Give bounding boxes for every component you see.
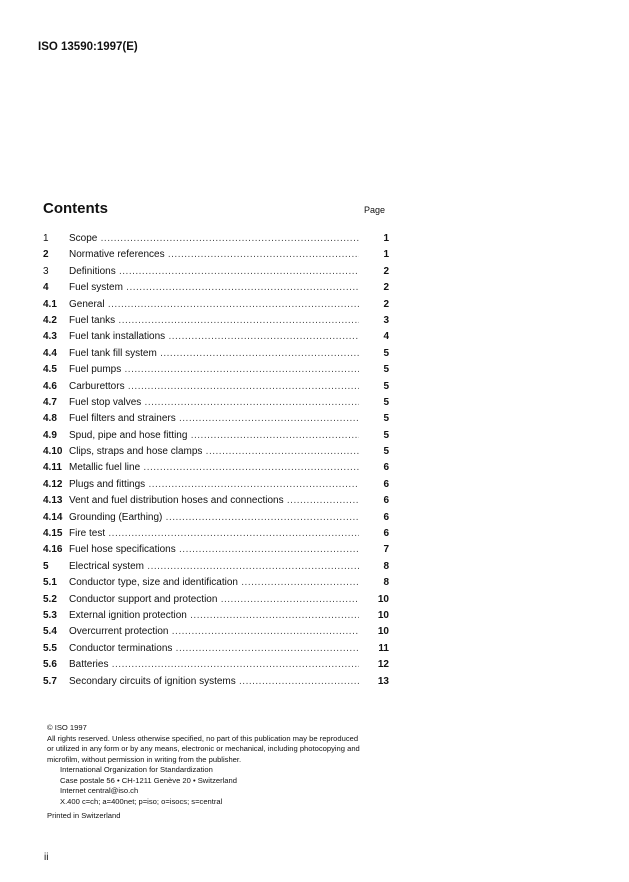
toc-entry-page: 5	[363, 380, 389, 394]
copyright-notice: © ISO 1997	[47, 723, 87, 732]
toc-entry-number: 4.14	[43, 511, 63, 523]
toc-entry-page: 12	[363, 658, 389, 672]
organization-name: International Organization for Standardization	[60, 765, 213, 774]
toc-entry-page: 2	[363, 281, 389, 295]
toc-entry-number: 4.4	[43, 347, 57, 359]
toc-entry-number: 4.2	[43, 314, 57, 326]
toc-entry-page: 10	[363, 609, 389, 623]
toc-entry-title: Fire test .....	[69, 527, 359, 541]
toc-entry-title: Definitions .....	[69, 265, 359, 279]
toc-entry	[43, 412, 389, 428]
toc-entry-page: 3	[363, 314, 389, 328]
toc-entry-page: 10	[363, 625, 389, 639]
toc-entry-number: 4.6	[43, 380, 57, 392]
toc-entry-title: Fuel stop valves .....	[69, 396, 359, 410]
page-column-label: Page	[364, 205, 386, 215]
toc-entry-number: 4.12	[43, 478, 63, 490]
toc-entry-title: Plugs and fittings .....	[69, 478, 359, 492]
toc-entry-page: 13	[363, 675, 389, 689]
toc-entry-number: 2	[43, 249, 49, 261]
toc-entry-title: Secondary circuits of ignition systems .....	[69, 675, 359, 689]
toc-entry-page: 8	[363, 560, 389, 574]
toc-entry	[43, 363, 389, 379]
toc-entry-title: General .....	[69, 298, 359, 312]
toc-entry-page: 1	[363, 248, 389, 262]
toc-entry-page: 5	[363, 412, 389, 426]
toc-entry-title: Conductor terminations .....	[69, 642, 359, 656]
toc-entry-title: Conductor type, size and identification .....	[69, 576, 359, 590]
toc-entry	[43, 576, 389, 592]
toc-entry-number: 4.10	[43, 446, 63, 458]
toc-entry-title: Metallic fuel line .....	[69, 461, 359, 475]
toc-entry-page: 5	[363, 429, 389, 443]
toc-entry-number: 4.3	[43, 331, 57, 343]
toc-entry	[43, 265, 389, 281]
toc-entry	[43, 461, 389, 477]
rights-line-3: microfilm, without permission in writing from the publisher.	[47, 754, 242, 764]
toc-entry	[43, 593, 389, 609]
toc-entry-page: 2	[363, 298, 389, 312]
toc-entry-number: 5.5	[43, 642, 57, 654]
toc-entry-page: 5	[363, 363, 389, 377]
toc-entry-number: 5	[43, 560, 49, 572]
toc-entry	[43, 396, 389, 412]
toc-entry-number: 5.6	[43, 659, 57, 671]
toc-entry-title: Normative references .....	[69, 248, 359, 262]
toc-entry-title: External ignition protection .....	[69, 609, 359, 623]
toc-entry-page: 5	[363, 445, 389, 459]
toc-entry	[43, 248, 389, 264]
toc-entry-page: 6	[363, 461, 389, 475]
toc-entry-title: Fuel pumps .....	[69, 363, 359, 377]
toc-entry	[43, 380, 389, 396]
toc-entry-page: 5	[363, 347, 389, 361]
toc-entry	[43, 511, 389, 527]
toc-entry-title: Electrical system .....	[69, 560, 359, 574]
toc-entry-title: Fuel hose specifications .....	[69, 543, 359, 557]
table-of-contents	[43, 232, 389, 691]
toc-entry	[43, 232, 389, 248]
x400-address: X.400 c=ch; a=400net; p=iso; o=isocs; s=central	[60, 796, 223, 806]
toc-entry-title: Batteries .....	[69, 658, 359, 672]
toc-entry	[43, 478, 389, 494]
toc-entry-title: Overcurrent protection .....	[69, 625, 359, 639]
postal-address: Case postale 56 • CH-1211 Genève 20 • Switzerland	[60, 775, 237, 785]
toc-entry-number: 4.16	[43, 544, 63, 556]
toc-entry-number: 5.7	[43, 675, 57, 687]
toc-entry-title: Grounding (Earthing) .....	[69, 511, 359, 525]
toc-entry-title: Fuel tank fill system .....	[69, 347, 359, 361]
toc-entry-page: 5	[363, 396, 389, 410]
toc-entry	[43, 675, 389, 691]
page-number: ii	[44, 852, 49, 863]
rights-line-1: All rights reserved. Unless otherwise specified, no part of this publication may be reproduced	[47, 733, 359, 743]
toc-entry-number: 4.13	[43, 495, 63, 507]
toc-entry-title: Scope .....	[69, 232, 359, 246]
toc-entry-title: Conductor support and protection .....	[69, 593, 359, 607]
toc-entry	[43, 625, 389, 641]
toc-entry	[43, 527, 389, 543]
toc-entry-title: Fuel system .....	[69, 281, 359, 295]
toc-entry-title: Spud, pipe and hose fitting .....	[69, 429, 359, 443]
toc-entry	[43, 658, 389, 674]
toc-entry	[43, 609, 389, 625]
toc-entry-page: 2	[363, 265, 389, 279]
toc-entry-page: 4	[363, 330, 389, 344]
toc-entry	[43, 543, 389, 559]
toc-entry	[43, 445, 389, 461]
toc-entry-page: 6	[363, 494, 389, 508]
toc-entry-title: Carburettors .....	[69, 380, 359, 394]
toc-entry-number: 4	[43, 282, 49, 294]
toc-entry-page: 6	[363, 478, 389, 492]
toc-entry-number: 4.5	[43, 364, 57, 376]
toc-entry	[43, 560, 389, 576]
toc-entry-number: 4.8	[43, 413, 57, 425]
toc-entry	[43, 494, 389, 510]
contents-heading: Contents	[43, 200, 108, 217]
toc-entry-number: 4.11	[43, 462, 62, 474]
toc-entry-page: 7	[363, 543, 389, 557]
toc-entry	[43, 642, 389, 658]
printed-in: Printed in Switzerland	[47, 811, 121, 820]
toc-entry-number: 4.9	[43, 429, 57, 441]
toc-entry-title: Fuel tank installations .....	[69, 330, 359, 344]
copyright-block	[47, 723, 397, 822]
toc-entry	[43, 298, 389, 314]
toc-entry-title: Fuel filters and strainers .....	[69, 412, 359, 426]
toc-entry-number: 1	[43, 233, 49, 244]
toc-entry	[43, 314, 389, 330]
toc-entry-number: 4.1	[43, 298, 57, 310]
toc-entry-page: 6	[363, 527, 389, 541]
rights-line-2: or utilized in any form or by any means, electronic or mechanical, including photocopying and	[47, 744, 360, 753]
toc-entry-page: 11	[363, 642, 389, 656]
internet-address: Internet central@iso.ch	[60, 786, 139, 795]
toc-entry-number: 4.7	[43, 396, 57, 408]
toc-entry-title: Clips, straps and hose clamps .....	[69, 445, 359, 459]
toc-entry-page: 8	[363, 576, 389, 590]
toc-entry	[43, 330, 389, 346]
document-header: ISO 13590:1997(E)	[38, 41, 138, 53]
toc-entry	[43, 347, 389, 363]
toc-entry-page: 6	[363, 511, 389, 525]
toc-entry-page: 10	[363, 593, 389, 607]
toc-entry-number: 5.1	[43, 577, 57, 589]
toc-entry-title: Vent and fuel distribution hoses and connections .....	[69, 494, 359, 508]
toc-entry-number: 4.15	[43, 528, 63, 540]
toc-entry-number: 5.4	[43, 626, 57, 638]
toc-entry-title: Fuel tanks .....	[69, 314, 359, 328]
toc-entry	[43, 281, 389, 297]
toc-entry-page: 1	[363, 232, 389, 246]
toc-entry-number: 3	[43, 265, 49, 277]
toc-entry	[43, 429, 389, 445]
toc-entry-number: 5.2	[43, 593, 57, 605]
toc-entry-number: 5.3	[43, 609, 57, 621]
